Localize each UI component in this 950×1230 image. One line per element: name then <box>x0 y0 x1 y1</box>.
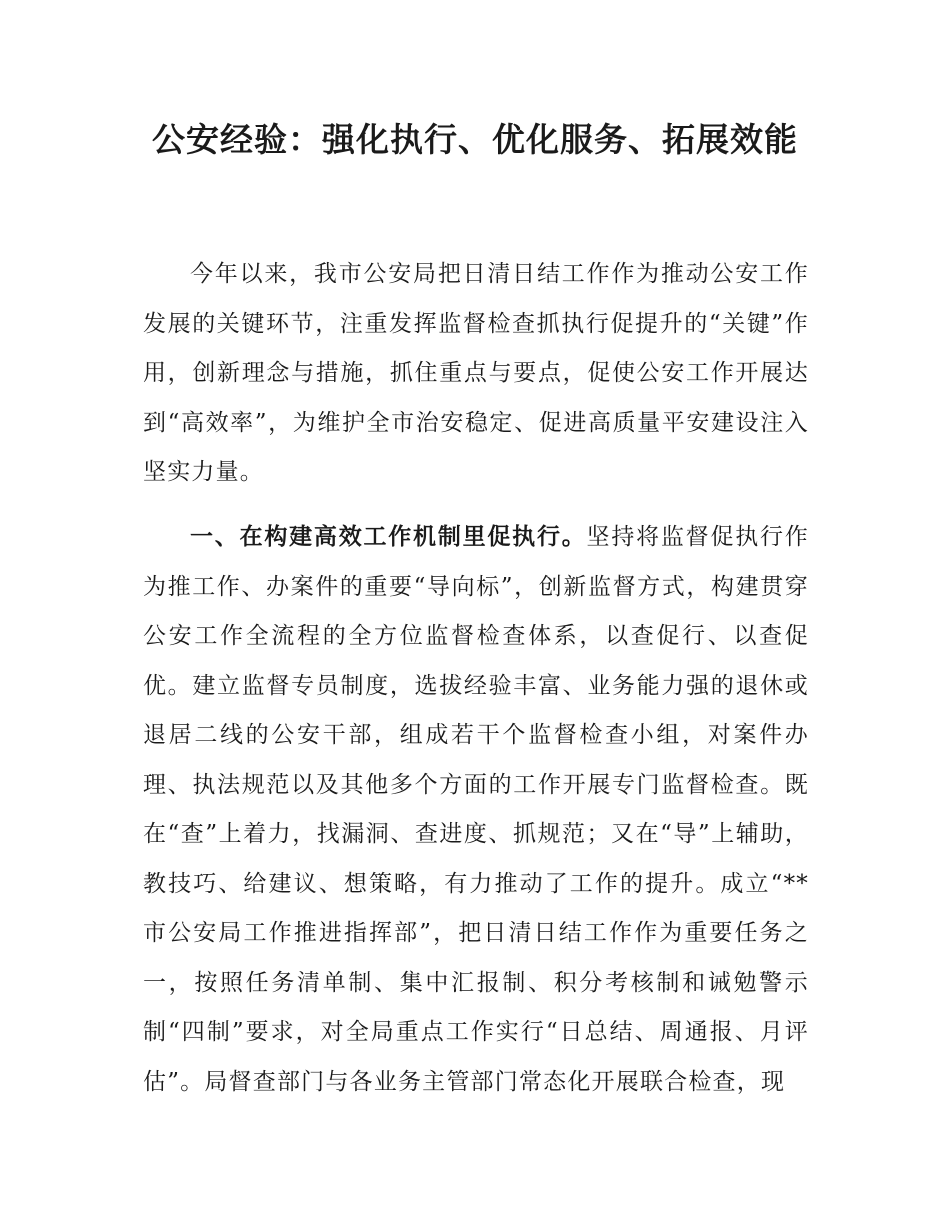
section-one-body: 坚持将监督促执行作为推工作、办案件的重要“导向标”，创新监督方式，构建贯穿公安工作全流程的全方位监督检查体系，以查促行、以查促优。建立监督专员制度，选拔经验丰富、业务能力强的退休或退居二线的公安干部，组成若干个监督检查小组，对案件办理、执法规范以及其他多个方面的工作开展专门监督检查。既在“查”上着力，找漏洞、查进度、抓规范；又在“导”上辅助，教技巧、给建议、想策略，有力推动了工作的提升。成立“**市公安局工作推进指挥部”，把日清日结工作作为重要任务之一，按照任务清单制、集中汇报制、积分考核制和诫勉警示制“四制”要求，对全局重点工作实行“日总结、周通报、月评估”。局督查部门与各业务主管部门常态化开展联合检查，现 <box>143 524 809 1095</box>
section-one-heading: 一、在构建高效工作机制里促执行。 <box>190 524 587 550</box>
page-title: 公安经验：强化执行、优化服务、拓展效能 <box>152 120 798 159</box>
section-one-paragraph <box>143 513 809 1107</box>
intro-paragraph: 今年以来，我市公安局把日清日结工作作为推动公安工作发展的关键环节，注重发挥监督检查抓执行促提升的“关键”作用，创新理念与措施，抓住重点与要点，促使公安工作开展达到“高效率”，为维护全市治安稳定、促进高质量平安建设注入坚实力量。 <box>143 261 809 485</box>
